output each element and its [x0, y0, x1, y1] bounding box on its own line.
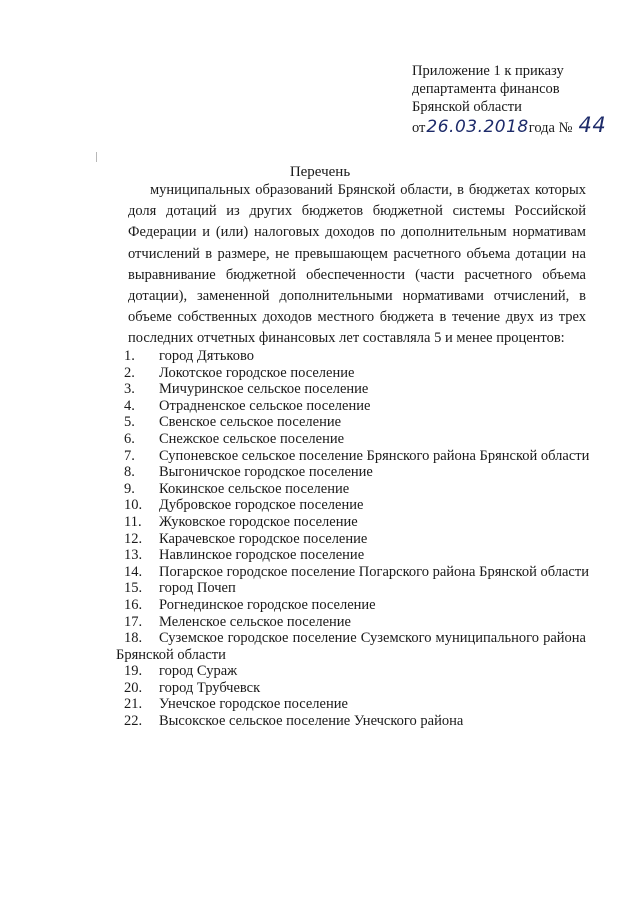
list-item-text: город Трубчевск [159, 679, 261, 696]
list-item-text: Карачевское городское поселение [159, 530, 368, 547]
list-item-text: Кокинское сельское поселение [159, 480, 350, 497]
municipality-list [116, 348, 594, 730]
list-item-number: 12. [124, 530, 143, 547]
list-item [124, 580, 594, 597]
order-middle: года № [528, 120, 573, 136]
list-item [124, 448, 594, 465]
list-item [124, 514, 594, 531]
margin-mark [96, 152, 97, 162]
list-item-number: 14. [124, 563, 143, 580]
header-line-3: Брянской области [412, 99, 522, 115]
list-item [124, 464, 594, 481]
document-title: Перечень [289, 164, 351, 180]
list-item-number: 4. [124, 397, 135, 414]
list-item-number: 2. [124, 364, 135, 381]
list-item-number: 5. [124, 414, 135, 431]
list-item [124, 398, 594, 415]
list-item-number: 20. [124, 679, 143, 696]
list-item-number: 3. [124, 381, 135, 398]
list-item-number: 19. [124, 663, 143, 680]
list-item [124, 381, 594, 398]
list-item [124, 531, 594, 548]
list-item-number: 6. [124, 430, 135, 447]
list-item-text: Меленское сельское поселение [159, 613, 351, 630]
list-item [124, 597, 594, 614]
list-item-text: Дубровское городское поселение [159, 497, 364, 514]
list-item-number: 18. [124, 630, 143, 647]
list-item-number: 11. [124, 513, 142, 530]
list-item [124, 680, 594, 697]
list-item [124, 497, 594, 514]
list-item-text: Локотское городское поселение [159, 364, 355, 381]
list-item [124, 663, 594, 680]
list-item [124, 713, 594, 730]
list-item [124, 614, 594, 631]
list-item [124, 564, 594, 581]
list-item-text: Навлинское городское поселение [159, 547, 365, 564]
appendix-header [412, 62, 606, 137]
list-item [124, 431, 594, 448]
list-item-text: Жуковское городское поселение [159, 513, 358, 530]
list-item-text: Суземское городское поселение Суземского муниципального района Брянской области [116, 630, 586, 663]
list-item-text: Мичуринское сельское поселение [159, 381, 369, 398]
list-item-text: Высокское сельское поселение Унечского района [159, 713, 464, 730]
handwritten-order-date: 26.03.2018 [426, 117, 529, 137]
list-item-number: 7. [124, 447, 135, 464]
order-line [412, 113, 607, 137]
list-item [124, 547, 594, 564]
list-item [124, 414, 594, 431]
list-item [124, 696, 594, 713]
list-item-number: 8. [124, 464, 135, 481]
handwritten-order-number: 44 [578, 113, 607, 137]
list-item-text: город Дятьково [159, 348, 254, 364]
list-item-text: Погарское городское поселение Погарского района Брянской области [159, 563, 589, 580]
list-item-text: город Сураж [159, 663, 238, 680]
list-item-number: 15. [124, 580, 143, 597]
list-item [124, 481, 594, 498]
list-item-number: 1. [124, 348, 135, 364]
list-item [124, 348, 594, 365]
header-line-1: Приложение 1 к приказу [412, 63, 564, 79]
list-item-number: 17. [124, 613, 143, 630]
list-item-text: Свенское сельское поселение [159, 414, 342, 431]
list-item-text: Снежское сельское поселение [159, 430, 345, 447]
list-item-number: 22. [124, 713, 143, 730]
list-item-text: Унечское городское поселение [159, 696, 348, 713]
list-item-number: 16. [124, 596, 143, 613]
list-item-number: 10. [124, 497, 143, 514]
list-item-text: Супоневское сельское поселение Брянского района Брянской области [159, 447, 590, 464]
list-item-number: 21. [124, 696, 143, 713]
order-prefix: от [412, 120, 426, 136]
list-item [116, 630, 586, 663]
list-item-text: Рогнединское городское поселение [159, 596, 376, 613]
list-item-number: 13. [124, 547, 143, 564]
intro-paragraph: муниципальных образований Брянской области, в бюджетах которых доля дотаций из других бюджетов бюджетной системы Российской Федерации и (или) налоговых доходов по дополнительным нормативам отчислений в размере, не превышающем расчетного объема дотации на выравнивание бюджетной обеспеченности (части расчетного объема дотации), замененной дополнительными нормативами отчислений, в объеме собственных доходов местного бюджета в течение двух из трех последних отчетных финансовых лет составляла 5 и менее процентов: [128, 182, 586, 347]
header-line-2: департамента финансов [412, 81, 560, 97]
list-item-text: Выгоничское городское поселение [159, 464, 373, 481]
list-item-text: город Почеп [159, 580, 236, 597]
list-item-number: 9. [124, 480, 135, 497]
list-item [124, 365, 594, 382]
list-item-text: Отрадненское сельское поселение [159, 397, 371, 414]
